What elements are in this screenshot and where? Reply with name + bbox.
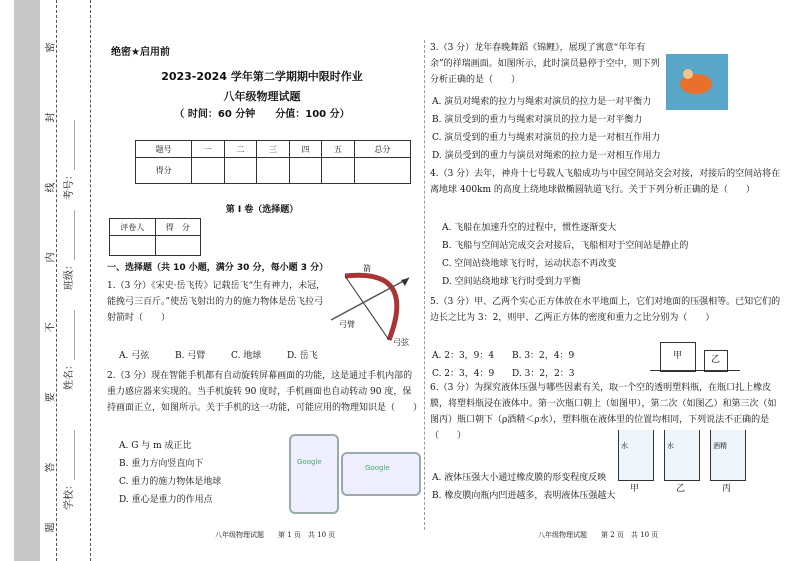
- q6-option-a: A. 液体压强大小通过橡皮膜的形变程度反映: [432, 473, 607, 483]
- score-header: 题号: [136, 141, 192, 158]
- score-header: 五: [322, 141, 355, 158]
- q2-option-b: B. 重力方向竖直向下: [119, 459, 204, 469]
- seal-line-inner: [90, 0, 91, 561]
- q1-option-d: D. 岳飞: [287, 351, 318, 361]
- score-header: 一: [192, 141, 225, 158]
- seal-char: 不: [45, 322, 57, 333]
- grader-cell[interactable]: [155, 236, 201, 256]
- ground-line: [650, 370, 740, 371]
- grader-table: [109, 218, 201, 256]
- seal-char: 线: [45, 182, 57, 193]
- exam-subtitle: 八年级物理试题: [223, 90, 301, 103]
- seal-char: 答: [45, 462, 57, 473]
- secret-label: 绝密★启用前: [111, 47, 170, 58]
- q3-option-c: C. 演员受到的重力与绳索对演员的拉力是一对相互作用力: [432, 133, 661, 143]
- q6-text: 6.（3 分）为探究液体压强与哪些因素有关，取一个空的透明塑料瓶，在瓶口扎上橡皮膜，将塑料瓶浸在液体中。第一次瓶口朝上（如图甲），第二次（如图乙）和第三次（如图丙）瓶口朝下（ρ酒精＜ρ水），塑料瓶在液体里的位置均相同，下列说法不正确的是（ ）: [430, 383, 777, 441]
- q5-option-c: C. 2：3，4：9: [432, 369, 495, 379]
- score-cell[interactable]: [322, 158, 355, 184]
- q3-option-d: D. 演员受到的重力与演员对绳索的拉力是一对相互作用力: [432, 151, 661, 161]
- grader-label: 得 分: [155, 219, 201, 236]
- seal-char: 要: [45, 392, 57, 403]
- cube-yi-label: 乙: [711, 355, 721, 365]
- grader-cell[interactable]: [110, 236, 156, 256]
- score-header: 总分: [354, 141, 410, 158]
- score-cell[interactable]: [354, 158, 410, 184]
- beaker-yi: [664, 430, 700, 481]
- q4-option-a: A. 飞船在加速升空的过程中，惯性逐渐变大: [442, 223, 617, 233]
- q5-option-b: B. 3：2，4：9: [512, 351, 575, 361]
- q1-option-b: B. 弓臂: [175, 351, 206, 361]
- field-exam-number: 考号：__________: [64, 120, 75, 200]
- seal-char: 封: [45, 112, 57, 123]
- q1-option-c: C. 地球: [231, 351, 262, 361]
- score-cell[interactable]: [192, 158, 225, 184]
- score-header: 四: [289, 141, 322, 158]
- beaker-jia: [618, 430, 654, 481]
- q4-option-c: C. 空间站绕地球飞行时，运动状态不再改变: [442, 259, 617, 269]
- q2-option-d: D. 重心是重力的作用点: [119, 495, 213, 505]
- seal-char: 题: [45, 522, 57, 533]
- q5-option-d: D. 3：2，2：3: [512, 369, 575, 379]
- footer-left: 八年级物理试题 第 1 页 共 10 页: [215, 531, 336, 539]
- phone-landscape: [341, 452, 421, 496]
- field-name: 姓名：__________: [64, 310, 75, 390]
- score-cell[interactable]: [224, 158, 257, 184]
- cube-yi: [704, 350, 728, 372]
- q4-text: 4.（3 分）去年，神舟十七号载人飞船成功与中国空间站交会对接，对接后的空间站将在离地球 400km 的高度上绕地球做椭圆轨道飞行。关于下列分析正确的是（ ）: [430, 169, 781, 195]
- google-logo: Google: [297, 458, 322, 466]
- q4-option-b: B. 飞船与空间站完成交会对接后，飞船相对于空间站是静止的: [442, 241, 689, 251]
- q3-option-a: A. 演员对绳索的拉力与绳索对演员的拉力是一对平衡力: [432, 97, 652, 107]
- dancer-head: [683, 69, 693, 79]
- seal-char: 内: [45, 252, 57, 263]
- q4-option-d: D. 空间站绕地球飞行时受到力平衡: [442, 277, 581, 287]
- score-header: 二: [224, 141, 257, 158]
- score-row-label: 得分: [136, 158, 192, 184]
- grader-label: 评卷人: [110, 219, 156, 236]
- q2-option-c: C. 重力的施力物体是地球: [119, 477, 222, 487]
- label-bow-arm: 弓臂: [339, 320, 355, 329]
- volume-title: 第 I 卷（选择题）: [225, 205, 299, 215]
- q3-text: 3.（3 分）龙年春晚舞蹈《锦鲤》，展现了寓意“年年有余”的祥瑞画面。如图所示，此时演员悬停于空中，则下列分析正确的是（ ）: [430, 43, 660, 85]
- q2-text: 2.（3 分）现在智能手机都有自动旋转屏幕画面的功能，这是通过手机内部的重力感应器来实现的。当手机旋转 90 度时，手机画面也自动转动 90 度，保持画面正立，如图所示。关于手机的这一功能，可能应用的物理知识是（ ）: [107, 371, 423, 413]
- score-table: [135, 140, 411, 184]
- q5-text: 5.（3 分）甲、乙两个实心正方体放在水平地面上，它们对地面的压强相等。已知它们的边长之比为 3：2，则甲、乙两正方体的密度和重力之比分别为（ ）: [430, 297, 781, 323]
- field-class: 班级：__________: [64, 210, 75, 290]
- q1-option-a: A. 弓弦: [119, 351, 150, 361]
- exam-title: 2023-2024 学年第二学期期中限时作业: [161, 70, 363, 83]
- bow-figure: [327, 258, 423, 348]
- score-cell[interactable]: [257, 158, 290, 184]
- beaker-bing: [710, 430, 746, 481]
- footer-right: 八年级物理试题 第 2 页 共 10 页: [538, 531, 659, 539]
- seal-char: 密: [45, 42, 57, 53]
- cube-jia-label: 甲: [673, 351, 683, 361]
- phone-portrait: [289, 434, 339, 514]
- seal-line-outer: [56, 0, 57, 561]
- binding-strip: [0, 0, 97, 561]
- q2-option-a: A. G 与 m 成正比: [119, 441, 192, 451]
- binding-gray-band: [14, 0, 40, 561]
- beaker-bing-label: 丙: [722, 484, 732, 494]
- q6-option-b: B. 橡皮膜向瓶内凹进越多，表明液体压强越大: [432, 491, 616, 501]
- dancer-photo: [666, 54, 728, 110]
- q5-option-a: A. 2：3，9：4: [432, 351, 495, 361]
- field-school: 学校：__________: [64, 430, 75, 510]
- beaker-jia-label: 甲: [630, 484, 640, 494]
- beaker-bing-liquid: 酒精: [713, 442, 727, 450]
- label-arrow: 箭: [363, 264, 371, 273]
- section-title: 一、选择题（共 10 小题，满分 30 分，每小题 3 分）: [107, 263, 329, 273]
- score-cell[interactable]: [289, 158, 322, 184]
- cube-jia: [660, 342, 696, 372]
- time-score: （ 时间：60 分钟 分值：100 分）: [174, 109, 350, 120]
- google-logo: Google: [365, 464, 390, 472]
- q1-text: 1.（3 分）《宋史·岳飞传》记载岳飞“生有神力，未冠，能挽弓三百斤。”使岳飞射出的力的施力物体是岳飞拉弓射箭时（ ）: [107, 281, 326, 323]
- label-bow-string: 弓弦: [393, 338, 409, 347]
- q3-option-b: B. 演员受到的重力与绳索对演员的拉力是一对平衡力: [432, 115, 643, 125]
- score-header: 三: [257, 141, 290, 158]
- beaker-yi-liquid: 水: [667, 442, 674, 450]
- beaker-yi-label: 乙: [676, 484, 686, 494]
- beaker-jia-liquid: 水: [621, 442, 628, 450]
- page-divider: [424, 40, 425, 530]
